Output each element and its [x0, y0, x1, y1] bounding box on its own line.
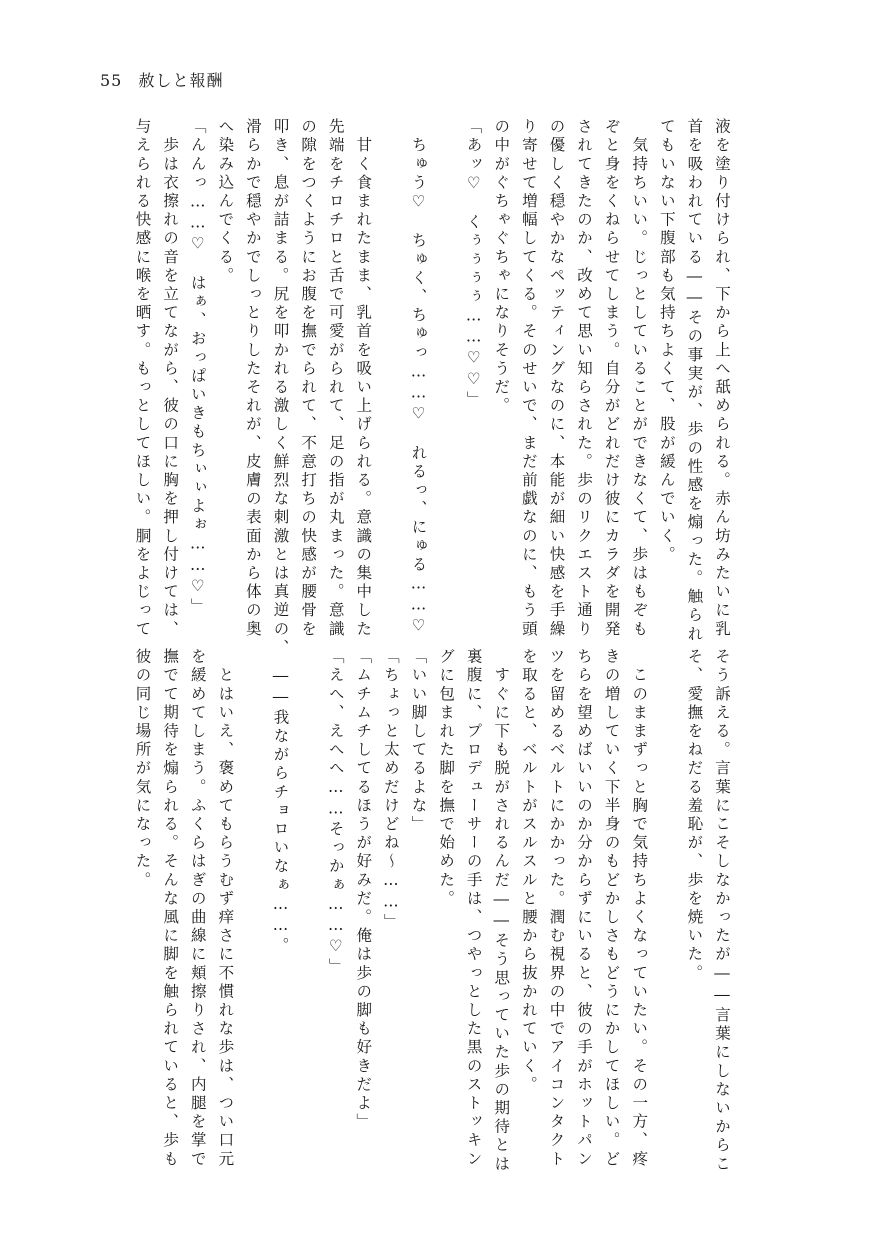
text-column: 裏腹に、プロデューサーの手は、つやっとした黒のストッキン: [464, 648, 483, 1169]
text-column: グに包まれた脚を撫で始めた。: [437, 648, 456, 909]
text-column: ――我ながらチョロいなぁ……。: [271, 648, 290, 956]
page-number: 55: [100, 71, 123, 90]
text-column: 歩は衣擦れの音を立てながら、彼の口に胸を押し付けては、: [161, 118, 180, 639]
text-column: そ、愛撫をねだる羞恥が、歩を焼いた。: [685, 648, 704, 983]
text-column: きの増していく下半身のもどかしさもどうにかしてほしい。ど: [602, 648, 621, 1169]
text-column: そう訴える。言葉にこそしなかったが――言葉にしないからこ: [713, 648, 731, 1174]
running-header: [100, 68, 223, 91]
text-column: されてきたのか、改めて思い知らされた。歩のリクエスト通り: [575, 118, 594, 639]
text-column: [294, 648, 322, 1143]
bottom-text-block: [128, 648, 735, 1174]
text-column: 先端をチロチロと舌で可愛がられて、足の指が丸まった。意識: [326, 118, 345, 639]
text-column: 彼の同じ場所が気になった。: [133, 648, 152, 890]
text-column: を取ると、ベルトがスルスルと腰から抜かれていく。: [519, 648, 538, 1095]
text-column: 「えへ、えへへ……そっかぁ……♡」: [326, 648, 345, 977]
text-column: ツを留めるベルトにかかった。潤む視界の中でアイコンタクト: [547, 648, 566, 1169]
text-column: 「んんっ……♡ はぁ、おっぱいきもちぃぃよぉ……♡」: [188, 118, 207, 617]
text-column: 液を塗り付けられ、下から上へ舐められる。赤ん坊みたいに乳: [713, 118, 731, 639]
text-column: 撫でて期待を煽られる。そんな風に脚を触られていると、歩も: [161, 648, 180, 1169]
text-column: へ染み込んでくる。: [216, 118, 235, 286]
text-column: ぞと身をくねらせてしまう。自分がどれだけ彼にカラダを開発: [602, 118, 621, 639]
text-column: ちゅう♡ ちゅく、ちゅっ……♡ れるっ、にゅる……♡: [409, 118, 428, 638]
text-column: とはいえ、褒めてもらうむず痒さに不慣れな歩は、つい口元: [216, 648, 235, 1169]
text-column: ちらを望めばいいのか分からずにいると、彼の手がホットパン: [575, 648, 594, 1169]
text-column: の優しく穏やかなペッティングなのに、本能が細い快感を手繰: [547, 118, 566, 639]
text-column: 「ちょっと太めだけどね～……」: [381, 648, 400, 932]
text-column: このままずっと胸で気持ちよくなっていたい。その一方、疼: [630, 648, 649, 1169]
text-column: 甘く食まれたまま、乳首を吸い上げられる。意識の集中した: [354, 118, 373, 639]
text-column: 滑らかで穏やかでしっとりしたそれが、皮膚の表面から体の奥: [243, 118, 262, 639]
text-column: すぐに下も脱がされるんだ――そう思っていた歩の期待とは: [492, 648, 511, 1174]
text-column: [431, 118, 459, 613]
text-column: 気持ちいい。じっとしていることができなくて、歩はもぞも: [630, 118, 649, 639]
chapter-title: 赦しと報酬: [138, 71, 224, 90]
text-column: の隙をつくようにお腹を撫でられて、不意打ちの快感が腰骨を: [299, 118, 318, 639]
text-column: を緩めてしまう。ふくらはぎの曲線に頬擦りされ、内腿を掌で: [188, 648, 207, 1169]
text-column: り寄せて増幅してくる。そのせいで、まだ前戯なのに、もう頭: [519, 118, 538, 639]
text-column: 「ムチムチしてるほうが好みだ。俺は歩の脚も好きだよ」: [354, 648, 373, 1132]
text-column: 「あッ♡ くぅぅぅぅ……♡♡」: [464, 118, 483, 410]
text-column: [376, 118, 404, 613]
text-column: てもいない下腹部も気持ちよくて、股が緩んでいく。: [657, 118, 676, 565]
text-column: 与えられる快感に喉を晒す。もっとしてほしい。胴をよじって: [133, 118, 152, 639]
text-column: [238, 648, 266, 1143]
text-column: の中がぐちゃぐちゃになりそうだ。: [492, 118, 511, 416]
text-column: 「いい脚してるよな」: [409, 648, 428, 834]
text-column: 叩き、息が詰まる。尻を叩かれる激しく鮮烈な刺激とは真逆の、: [271, 118, 290, 658]
top-text-block: [128, 118, 735, 658]
text-column: 首を吸われている――その事実が、歩の性感を煽った。触られ: [685, 118, 704, 644]
text-column: [652, 648, 680, 1143]
